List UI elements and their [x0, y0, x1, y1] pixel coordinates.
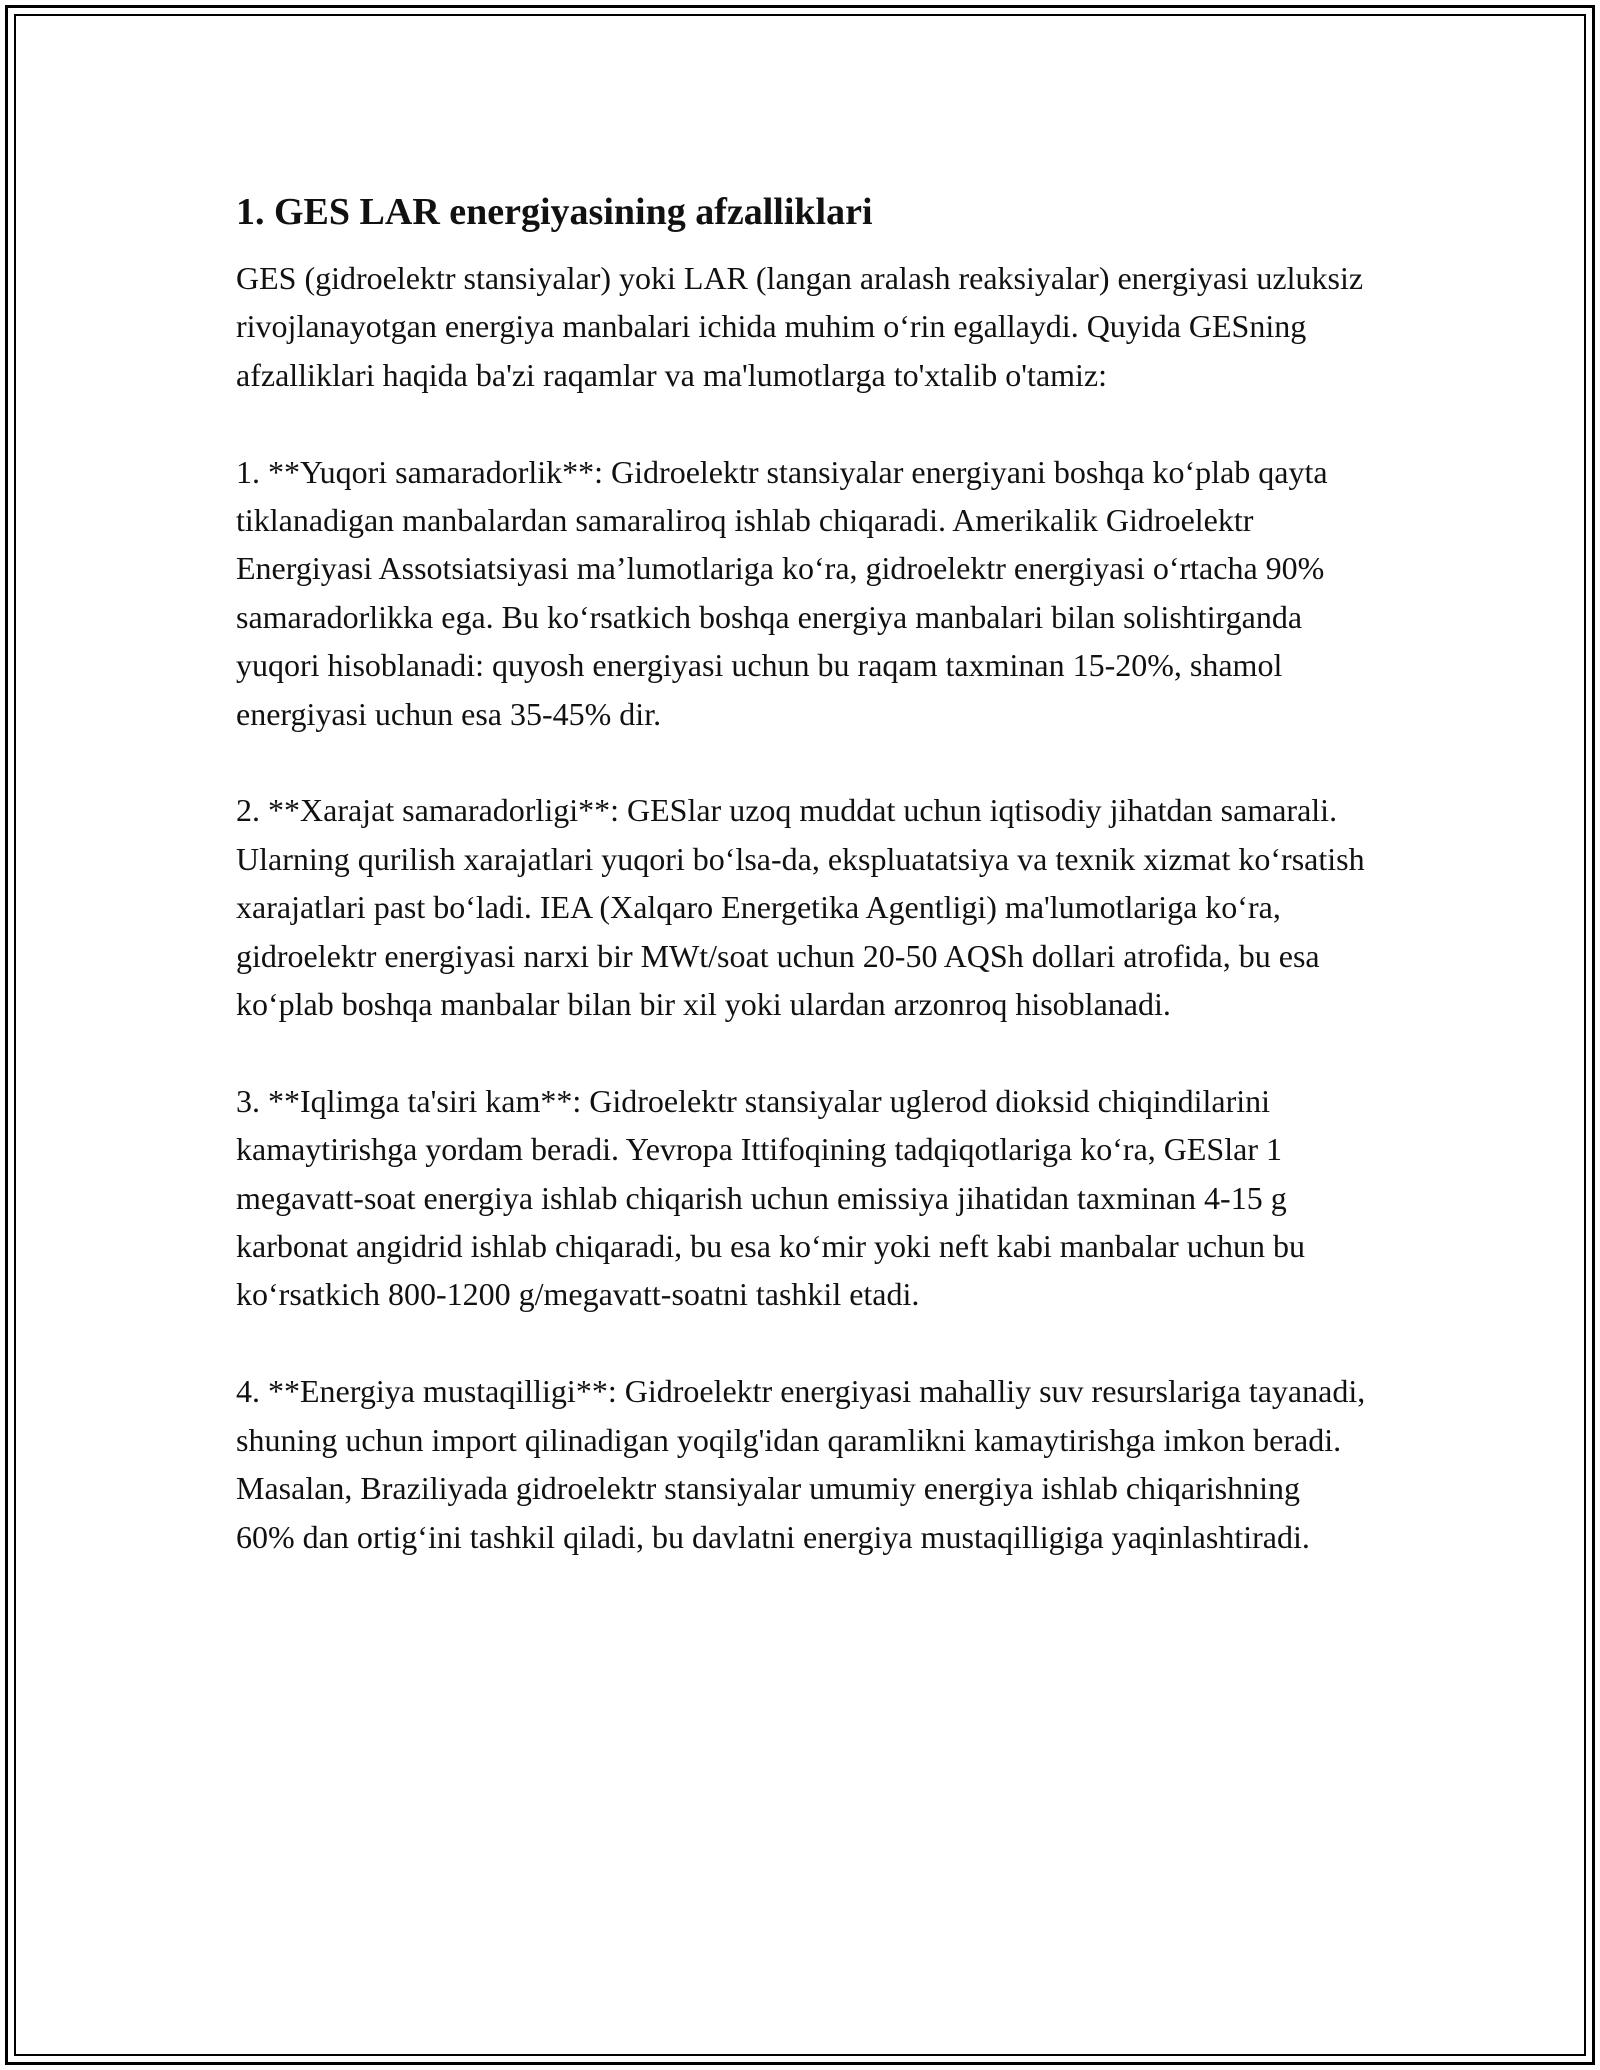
- paragraph-climate-impact: 3. **Iqlimga ta'siri kam**: Gidroelektr stansiyalar uglerod dioksid chiqindilarini kamaytirishga yordam beradi. Yevropa Ittifoqining tadqiqotlariga ko‘ra, GESlar 1 megavatt-soat energiya ishlab chiqarish uchun emissiya jihatidan taxminan 4-15 g karbonat angidrid ishlab chiqaradi, bu esa ko‘mir yoki neft kabi manbalar uchun bu ko‘rsatkich 800-1200 g/megavatt-soatni tashkil etadi.: [236, 1082, 1306, 1313]
- intro-paragraph: GES (gidroelektr stansiyalar) yoki LAR (langan aralash reaksiyalar) energiyasi uzluksiz rivojlanayotgan energiya manbalari ichida muhim o‘rin egallaydi. Quyida GESning afzalliklari haqida ba'zi raqamlar va ma'lumotlarga to'xtalib o'tamiz:: [236, 260, 1364, 393]
- document-text: [236, 254, 1366, 1561]
- document-title: 1. GES LAR energiyasining afzalliklari: [236, 191, 873, 233]
- paragraph-energy-independence: 4. **Energiya mustaqilligi**: Gidroelektr energiyasi mahalliy suv resurslariga tayanadi, shuning uchun import qilinadigan yoqilg'idan qaramlikni kamaytirishga imkon beradi. Masalan, Braziliyada gidroelektr stansiyalar umumiy energiya ishlab chiqarishning 60% dan ortig‘ini tashkil qiladi, bu davlatni energiya mustaqilligiga yaqinlashtiradi.: [236, 1373, 1366, 1555]
- paragraph-cost-efficiency: 2. **Xarajat samaradorligi**: GESlar uzoq muddat uchun iqtisodiy jihatdan samarali. Ularning qurilish xarajatlari yuqori bo‘lsa-da, ekspluatatsiya va texnik xizmat ko‘rsatish xarajatlari past bo‘ladi. IEA (Xalqaro Energetika Agentligi) ma'lumotlariga ko‘ra, gidroelektr energiyasi narxi bir MWt/soat uchun 20-50 AQSh dollari atrofida, bu esa ko‘plab boshqa manbalar bilan bir xil yoki ulardan arzonroq hisoblanadi.: [236, 792, 1365, 1023]
- document-body: [236, 186, 1366, 1561]
- paragraph-efficiency: 1. **Yuqori samaradorlik**: Gidroelektr stansiyalar energiyani boshqa ko‘plab qayta tiklanadigan manbalardan samaraliroq ishlab chiqaradi. Amerikalik Gidroelektr Energiyasi Assotsiatsiyasi ma’lumotlariga ko‘ra, gidroelektr energiyasi o‘rtacha 90% samaradorlikka ega. Bu ko‘rsatkich boshqa energiya manbalari bilan solishtirganda yuqori hisoblanadi: quyosh energiyasi uchun bu raqam taxminan 15-20%, shamol energiyasi uchun esa 35-45% dir.: [236, 453, 1328, 732]
